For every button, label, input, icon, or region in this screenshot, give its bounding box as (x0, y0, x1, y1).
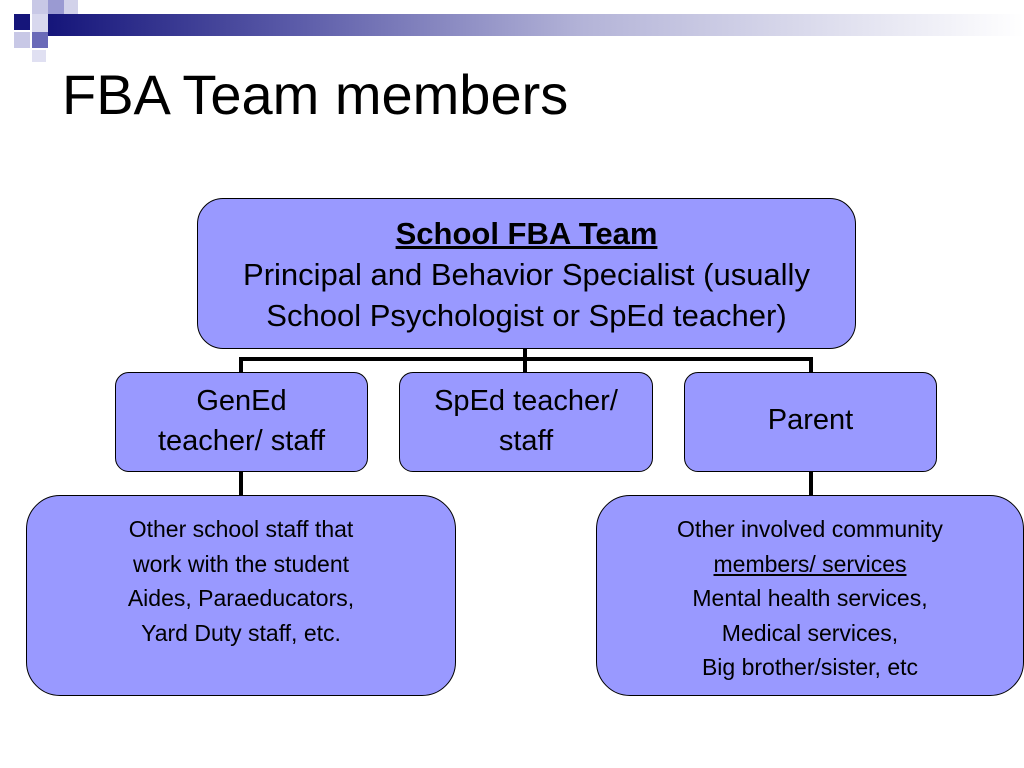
sped-teacher-box (399, 372, 653, 472)
parent-box (684, 372, 937, 472)
sped-line-2: staff (498, 425, 554, 457)
connector-parent-to-community (809, 472, 813, 495)
deco-square (32, 32, 48, 48)
connector-to-sped (523, 357, 527, 372)
header-gradient-bar (48, 14, 1024, 36)
deco-square (32, 0, 48, 14)
deco-square (48, 0, 64, 14)
staff-line-1: Other school staff that (128, 516, 354, 542)
slide-title: FBA Team members (62, 63, 569, 126)
deco-square (14, 32, 30, 48)
connector-to-gened (239, 357, 243, 372)
deco-square (64, 0, 78, 14)
staff-line-2: work with the student (132, 550, 350, 577)
community-line-3: Mental health services, (692, 585, 928, 611)
connector-gened-to-staff (239, 472, 243, 495)
other-school-staff-box (26, 495, 456, 696)
community-services-box (596, 495, 1024, 696)
deco-square (14, 14, 30, 30)
staff-line-4: Yard Duty staff, etc. (141, 619, 341, 646)
community-line-1: Other involved community (677, 516, 943, 542)
gened-line-2: teacher/ staff (157, 425, 326, 457)
gened-line-1: GenEd (196, 385, 287, 417)
community-line-4: Medical services, (721, 619, 899, 646)
school-fba-team-box (197, 198, 856, 349)
gened-teacher-box (115, 372, 368, 472)
community-line-5: Big brother/sister, etc (701, 654, 919, 680)
root-line-1: Principal and Behavior Specialist (usually (243, 257, 810, 292)
root-heading: School FBA Team (395, 216, 658, 251)
sped-line-1: SpEd teacher/ (434, 385, 618, 417)
deco-square (32, 50, 46, 62)
connector-to-parent (809, 357, 813, 372)
community-line-2: members/ services (713, 550, 907, 577)
root-line-2: School Psychologist or SpEd teacher) (266, 298, 787, 333)
parent-label: Parent (767, 404, 854, 436)
deco-square (32, 14, 48, 32)
staff-line-3: Aides, Paraeducators, (127, 585, 355, 611)
